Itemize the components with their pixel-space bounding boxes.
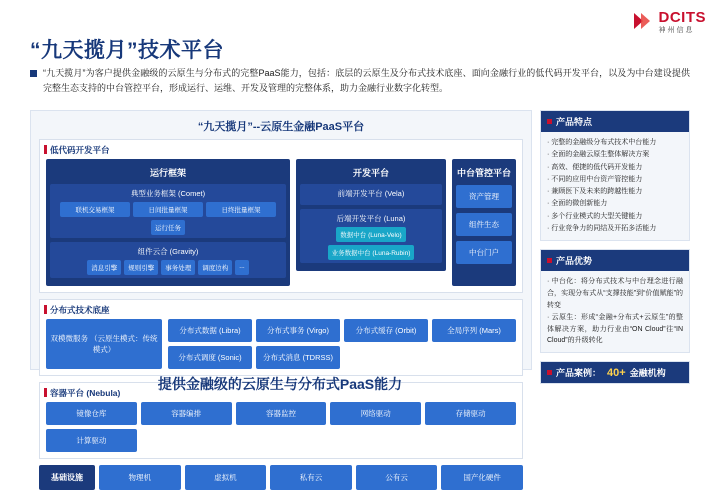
center-item[interactable]: 中台门户 — [456, 241, 512, 264]
chip-item[interactable]: 联机交易框架 — [60, 202, 130, 217]
square-marker-icon — [547, 258, 552, 263]
layer-distributed-label: 分布式技术底座 — [40, 300, 110, 319]
advantage-line: · 中台化：将分布式技术与中台理念进行融合，实现分布式从“支撑技能”到“价值赋能”的转变 — [547, 278, 683, 309]
gravity-title: 组件云合 (Gravity) — [137, 247, 199, 256]
logo-mark-icon — [634, 12, 654, 32]
chip-item[interactable]: 日终批量框架 — [206, 202, 276, 217]
side-cards — [540, 110, 690, 392]
grid-cell[interactable]: 全局序列 (Mars) — [432, 319, 516, 342]
container-cell[interactable]: 存储驱动 — [425, 402, 516, 425]
infra-cell[interactable]: 国产化硬件 — [441, 465, 523, 490]
container-cell[interactable]: 网络驱动 — [330, 402, 421, 425]
grid-cell[interactable]: 分布式调度 (Sonic) — [168, 346, 252, 369]
card-cases-header — [541, 362, 689, 383]
infra-cell[interactable]: 虚拟机 — [185, 465, 267, 490]
layer-lowcode-label: 低代码开发平台 — [40, 140, 110, 159]
layer-infrastructure — [39, 465, 523, 490]
card-advantages-title: 产品优势 — [556, 256, 593, 266]
square-marker-icon — [547, 370, 552, 375]
feature-line: · 行业竞争力的同结及开拓多活能力 — [547, 224, 657, 232]
card-cases-unit: 金融机构 — [629, 368, 666, 379]
infrastructure-label: 基础设施 — [39, 465, 95, 490]
infra-cell[interactable]: 物理机 — [99, 465, 181, 490]
feature-line: · 不同的应用中台资产管控能力 — [547, 175, 643, 183]
grid-cell[interactable]: 分布式数据 (Libra) — [168, 319, 252, 342]
chip-item[interactable]: 调度边构 — [198, 260, 232, 275]
container-cell[interactable]: 容器监控 — [236, 402, 327, 425]
chip-item[interactable]: 消息引擎 — [87, 260, 121, 275]
chip-item[interactable]: 数据中台 (Luna-Velo) — [336, 227, 405, 242]
comet-group — [50, 184, 286, 238]
card-features-title: 产品特点 — [556, 117, 593, 127]
feature-line: · 全面的金融云原生整体解决方案 — [547, 151, 650, 159]
chip-item[interactable]: ... — [235, 260, 248, 275]
intro-text: “九天揽月”为客户提供金融级的云原生与分布式的完整PaaS能力，包括：底层的云原生及分布式技术底座、面向金融行业的低代码开发平台，以及为中台建设提供完整生态支持的中台管控平台，形成运行、运维、开发及管理的完整体系，助力金融行业数字化转型。 — [43, 68, 690, 93]
square-marker-icon — [547, 119, 552, 124]
dev-title: 开发平台 — [352, 168, 389, 178]
chip-item[interactable]: 业务数据中台 (Luna-Rubin) — [328, 245, 415, 260]
center-title: 中台管控平台 — [456, 168, 511, 178]
chip-item[interactable]: 规则引擎 — [124, 260, 158, 275]
container-cell[interactable]: 容器编排 — [141, 402, 232, 425]
container-cell[interactable]: 镜像仓库 — [46, 402, 137, 425]
comet-title: 典型业务框架 (Comet) — [130, 189, 206, 198]
card-advantages-header — [541, 250, 689, 271]
footer-slogan: 提供金融级的云原生与分布式PaaS能力 — [157, 376, 403, 392]
card-advantages-body — [541, 271, 689, 352]
brand-logo — [634, 10, 707, 34]
square-bullet-icon — [30, 70, 37, 77]
runtime-framework-box — [46, 159, 290, 286]
grid-cell[interactable]: 分布式消息 (TDRSS) — [256, 346, 340, 369]
infra-cell[interactable]: 公有云 — [356, 465, 438, 490]
layer-container-label: 容器平台 (Nebula) — [40, 383, 120, 402]
card-features — [540, 110, 690, 241]
intro-block — [30, 66, 690, 96]
chip-item[interactable]: 事务处理 — [161, 260, 195, 275]
layer-distributed — [39, 299, 523, 376]
card-cases-title: 产品案例： — [556, 368, 602, 379]
layer-lowcode — [39, 139, 523, 293]
infra-cell[interactable]: 私有云 — [270, 465, 352, 490]
vela-group — [300, 184, 442, 205]
card-advantages — [540, 249, 690, 353]
chip-item[interactable]: 运行任务 — [151, 220, 185, 235]
feature-line: · 多个行业模式的大型关键能力 — [547, 212, 643, 220]
card-features-header — [541, 111, 689, 132]
advantage-line: · 云原生：形成“金融+分布式+云原生”的整体解决方案，助力行业由“ON Cloud”往“IN Cloud”的升级转化 — [547, 313, 683, 345]
luna-title: 后端开发平台 (Luna) — [336, 214, 406, 223]
feature-line: · 完整的金融级分布式技术中台能力 — [547, 139, 657, 146]
brand-name-cn: 神州信息 — [658, 27, 695, 34]
chip-item[interactable]: 日间批量框架 — [133, 202, 203, 217]
brand-name-en: DCITS — [658, 9, 706, 26]
dual-mode-microservice[interactable]: 双模微服务 （云原生模式：传统模式） — [46, 319, 162, 369]
feature-line: · 全面的微创新能力 — [547, 200, 608, 208]
center-item[interactable]: 组件生态 — [456, 213, 512, 236]
grid-cell[interactable]: 分布式缓存 (Orbit) — [344, 319, 428, 342]
center-control-box — [452, 159, 516, 286]
vela-title: 前端开发平台 (Vela) — [337, 189, 405, 198]
center-item[interactable]: 资产管理 — [456, 185, 512, 208]
feature-line: · 高效、便捷的低代码开发能力 — [547, 163, 643, 171]
card-cases — [540, 361, 690, 384]
feature-line: · 兼顾医下及未来的跨越性能力 — [547, 188, 643, 195]
architecture-title: “九天揽月”--云原生金融PaaS平台 — [197, 121, 365, 133]
card-features-body — [541, 132, 689, 240]
dev-platform-box — [296, 159, 446, 271]
page-title: “九天揽月”技术平台 — [30, 39, 224, 62]
container-cell[interactable]: 计算驱动 — [46, 429, 137, 452]
runtime-title: 运行框架 — [149, 168, 186, 178]
grid-cell[interactable]: 分布式事务 (Virgo) — [256, 319, 340, 342]
gravity-group — [50, 242, 286, 278]
luna-group — [300, 209, 442, 263]
card-cases-number: 40+ — [607, 366, 626, 379]
